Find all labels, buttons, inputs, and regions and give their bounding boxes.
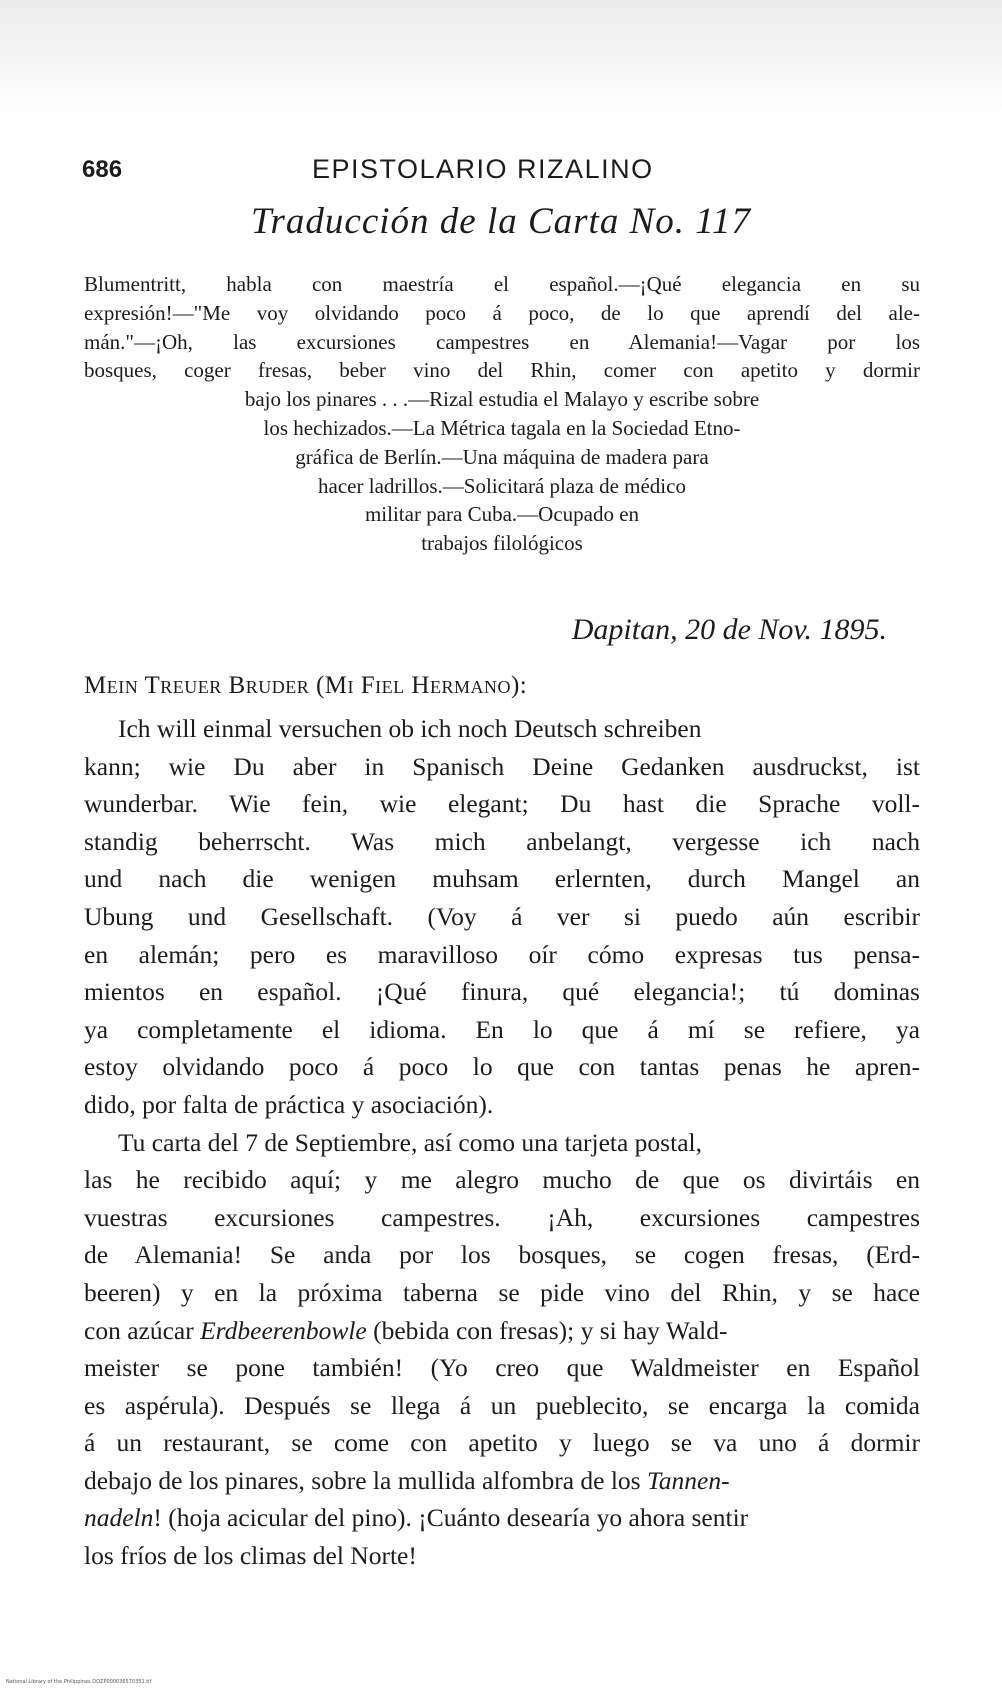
dateline: Dapitan, 20 de Nov. 1895. xyxy=(571,613,887,646)
summary-line: hacer ladrillos.—Solicitará plaza de médico xyxy=(318,473,686,498)
summary-line: gráfica de Berlín.—Una máquina de madera para xyxy=(295,444,709,469)
page-number: 686 xyxy=(82,156,123,183)
summary-line: militar para Cuba.—Ocupado en xyxy=(364,502,640,527)
body-line xyxy=(84,1499,920,1537)
body-text-run: con azúcar xyxy=(84,1315,201,1345)
body-line: en alemán; pero es maravilloso oír cómo expresas tus pensa- xyxy=(84,939,920,969)
summary-line: bosques, coger fresas, beber vino del Rhin, comer con apetito y dormir xyxy=(84,358,920,383)
body-line: meister se pone también! (Yo creo que Waldmeister en Español xyxy=(84,1353,920,1383)
body-line: es aspérula). Después se llega á un pueblecito, se encarga la comida xyxy=(84,1390,920,1420)
body-text-run: ! (hoja acicular del pino). ¡Cuánto desearía yo ahora sentir xyxy=(153,1503,749,1533)
letter-summary xyxy=(84,270,920,558)
italic-term: Tannen- xyxy=(646,1465,730,1495)
italic-term: Erdbeerenbowle xyxy=(200,1315,367,1345)
summary-line: mán."—¡Oh, las excursiones campestres en Alemania!—Vagar por los xyxy=(84,329,920,354)
salutation: Mein Treuer Bruder (Mi Fiel Hermano): xyxy=(84,672,528,699)
body-line: estoy olvidando poco á poco lo que con tantas penas he apren- xyxy=(84,1052,920,1082)
summary-line: los hechizados.—La Métrica tagala en la Sociedad Etno- xyxy=(263,415,741,440)
body-line xyxy=(84,1312,920,1350)
book-title: EPISTOLARIO RIZALINO xyxy=(312,154,654,184)
scan-shadow xyxy=(0,0,1002,120)
body-line: kann; wie Du aber in Spanisch Deine Gedanken ausdruckst, ist xyxy=(84,751,920,781)
body-line xyxy=(84,1462,920,1500)
running-head xyxy=(82,150,922,190)
letter-subtitle: Traducción de la Carta No. 117 xyxy=(250,201,752,242)
body-line: Ubung und Gesellschaft. (Voy á ver si puedo aún escribir xyxy=(84,901,920,931)
body-line: los fríos de los climas del Norte! xyxy=(84,1541,417,1571)
scan-credit: National Library of the Philippines DOZP000036570351.tif xyxy=(6,1679,152,1685)
italic-term: nadeln xyxy=(84,1503,154,1533)
body-line: dido, por falta de práctica y asociación). xyxy=(84,1089,494,1119)
body-line: Tu carta del 7 de Septiembre, así como una tarjeta postal, xyxy=(118,1127,702,1157)
summary-line: expresión!—"Me voy olvidando poco á poco, de lo que aprendí del ale- xyxy=(84,300,920,325)
summary-line: bajo los pinares . . .—Rizal estudia el Malayo y escribe sobre xyxy=(244,387,760,412)
body-line: und nach die wenigen muhsam erlernten, durch Mangel an xyxy=(84,864,920,894)
body-line: las he recibido aquí; y me alegro mucho de que os divirtáis en xyxy=(84,1165,920,1195)
summary-line: trabajos filológicos xyxy=(421,531,583,556)
body-line: mientos en español. ¡Qué finura, qué elegancia!; tú dominas xyxy=(84,977,920,1007)
summary-line: Blumentritt, habla con maestría el español.—¡Qué elegancia en su xyxy=(84,272,920,296)
body-line: vuestras excursiones campestres. ¡Ah, excursiones campestres xyxy=(84,1202,920,1232)
body-line: beeren) y en la próxima taberna se pide vino del Rhin, y se hace xyxy=(84,1277,920,1307)
body-line: ya completamente el idioma. En lo que á mí se refiere, ya xyxy=(84,1014,920,1044)
body-line: standig beherrscht. Was mich anbelangt, vergesse ich nach xyxy=(84,826,920,856)
letter-body xyxy=(84,710,920,1575)
body-line: Ich will einmal versuchen ob ich noch Deutsch schreiben xyxy=(118,714,702,743)
body-text-run: debajo de los pinares, sobre la mullida alfombra de los xyxy=(84,1465,647,1495)
body-line: á un restaurant, se come con apetito y luego se va uno á dormir xyxy=(84,1428,920,1458)
body-line: wunderbar. Wie fein, wie elegant; Du hast die Sprache voll- xyxy=(84,789,920,819)
body-line: de Alemania! Se anda por los bosques, se cogen fresas, (Erd- xyxy=(84,1240,920,1270)
body-text-run: (bebida con fresas); y si hay Wald- xyxy=(366,1315,728,1345)
